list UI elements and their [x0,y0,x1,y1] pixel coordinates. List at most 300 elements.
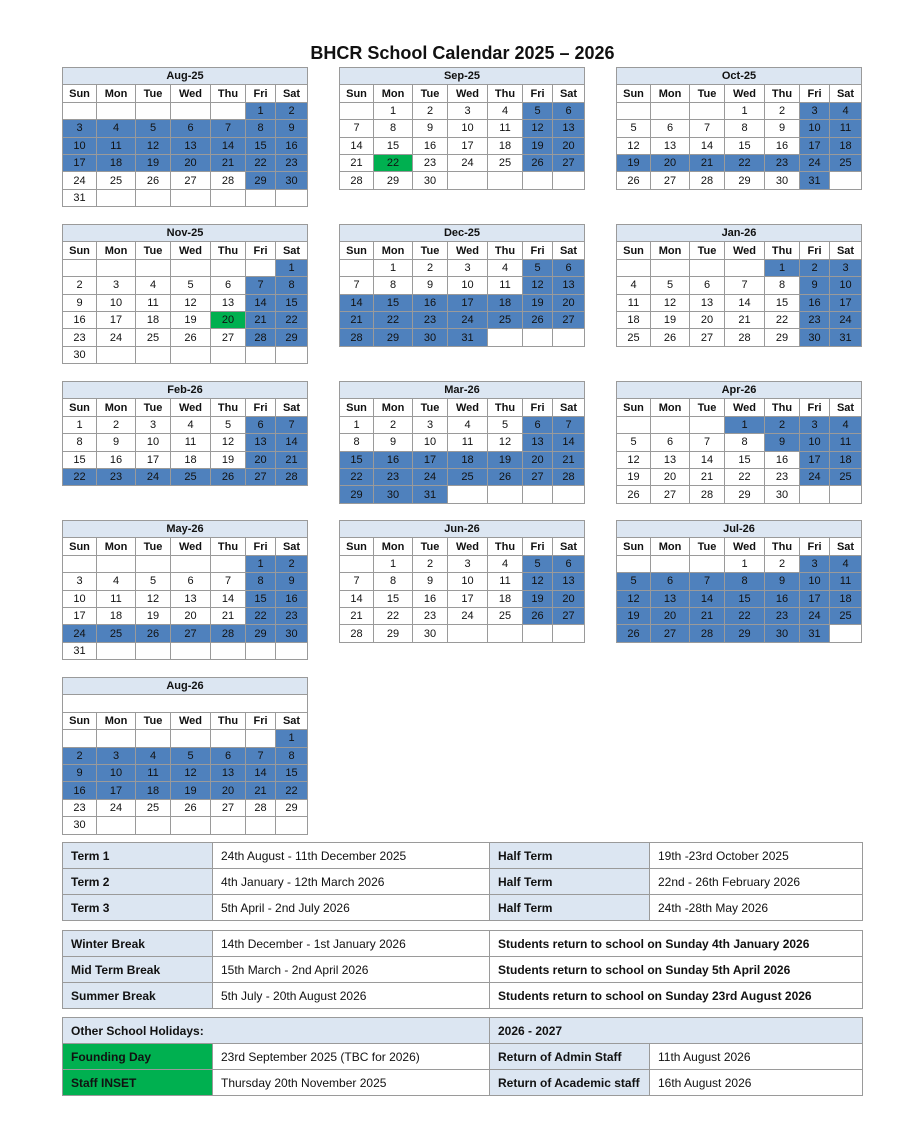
weekday-header: Sat [553,85,585,102]
day-cell: 2 [413,555,448,572]
day-cell: 4 [830,555,862,572]
day-cell: 28 [725,329,765,346]
day-cell: 10 [136,434,171,451]
week-row [63,590,308,607]
weekday-header: Tue [136,85,171,102]
day-cell: 9 [765,573,800,590]
day-cell: 8 [725,120,765,137]
day-cell: 15 [374,590,413,607]
day-cell: 29 [765,329,800,346]
day-cell: 12 [617,137,651,154]
day-cell: 13 [171,137,211,154]
week-row [63,329,308,346]
empty-cell [211,642,246,659]
day-cell: 3 [136,416,171,433]
day-cell: 18 [97,607,136,624]
week-row [340,451,585,468]
week-row [63,451,308,468]
week-row [63,120,308,137]
day-cell: 9 [413,277,448,294]
weekday-header: Sun [617,242,651,259]
empty-cell [448,172,488,189]
weekday-header: Mon [651,538,690,555]
day-cell: 15 [276,294,308,311]
weekday-header: Wed [448,242,488,259]
day-cell: 27 [690,329,725,346]
week-row [617,154,862,171]
month-title: Mar-26 [340,382,585,399]
week-row [340,277,585,294]
day-cell: 11 [97,590,136,607]
week-row [340,259,585,276]
empty-cell [211,102,246,119]
empty-cell [448,486,488,503]
holiday-dates: Thursday 20th November 2025 [213,1070,490,1096]
week-row [340,137,585,154]
day-cell: 12 [523,277,553,294]
day-cell: 25 [830,468,862,485]
day-cell: 16 [413,294,448,311]
day-cell: 19 [523,137,553,154]
day-cell: 27 [651,172,690,189]
break-dates: 15th March - 2nd April 2026 [213,957,490,983]
day-cell: 27 [246,468,276,485]
day-cell: 19 [617,468,651,485]
week-row [617,329,862,346]
day-cell: 11 [136,764,171,781]
day-cell: 16 [765,590,800,607]
weekday-header: Sat [276,399,308,416]
day-cell: 24 [413,468,448,485]
day-cell: 21 [246,782,276,799]
week-row [63,189,308,206]
week-row [340,555,585,572]
day-cell: 22 [725,607,765,624]
term-label: Term 3 [63,895,213,921]
day-cell: 12 [488,434,523,451]
weekday-header: Sat [553,399,585,416]
other-holidays-heading: Other School Holidays: [63,1018,490,1044]
day-cell: 25 [97,625,136,642]
day-cell: 9 [765,120,800,137]
day-cell: 7 [246,747,276,764]
day-cell: 5 [617,120,651,137]
day-cell: 20 [690,311,725,328]
weekday-header: Wed [448,399,488,416]
day-cell: 17 [800,590,830,607]
half-term-label: Half Term [490,869,650,895]
week-row [63,259,308,276]
weekday-header: Tue [690,85,725,102]
day-cell: 12 [136,137,171,154]
weekday-header: Mon [97,85,136,102]
weekday-header: Tue [136,712,171,729]
day-cell: 24 [800,468,830,485]
day-cell: 4 [448,416,488,433]
day-cell: 31 [800,172,830,189]
day-cell: 14 [211,137,246,154]
empty-cell [690,102,725,119]
day-cell: 11 [136,294,171,311]
other-holidays-table [62,1017,863,1096]
day-cell: 6 [211,747,246,764]
day-cell: 6 [553,259,585,276]
week-row [63,416,308,433]
day-cell: 7 [690,573,725,590]
week-row [63,730,308,747]
week-row [617,555,862,572]
month-title: Jul-26 [617,521,862,538]
weekday-header: Sat [276,85,308,102]
empty-cell [136,102,171,119]
day-cell: 20 [651,607,690,624]
month-calendar [339,381,585,504]
day-cell: 7 [725,277,765,294]
weekday-header: Sun [63,85,97,102]
day-cell: 19 [136,607,171,624]
day-cell: 18 [488,294,523,311]
day-cell: 20 [553,294,585,311]
day-cell: 12 [171,294,211,311]
day-cell: 18 [830,451,862,468]
weekday-header: Sun [340,399,374,416]
weekday-header: Wed [725,85,765,102]
weekday-header: Thu [765,242,800,259]
day-cell: 20 [171,607,211,624]
week-row [617,277,862,294]
day-cell: 26 [136,625,171,642]
day-cell: 23 [765,468,800,485]
weekday-header: Tue [690,242,725,259]
day-cell: 4 [136,747,171,764]
week-row [63,747,308,764]
day-cell: 14 [246,764,276,781]
empty-cell [171,259,211,276]
week-row [63,468,308,485]
day-cell: 14 [276,434,308,451]
weekday-header: Thu [488,399,523,416]
day-cell: 15 [276,764,308,781]
day-cell: 1 [63,416,97,433]
weekday-header: Mon [651,242,690,259]
day-cell: 9 [63,764,97,781]
day-cell: 31 [448,329,488,346]
day-cell: 20 [651,468,690,485]
weekday-header: Sat [553,242,585,259]
week-row [340,154,585,171]
day-cell: 17 [97,782,136,799]
week-row [340,120,585,137]
day-cell: 26 [523,607,553,624]
day-cell: 11 [488,573,523,590]
day-cell: 14 [246,294,276,311]
day-cell: 19 [171,311,211,328]
day-cell: 11 [97,137,136,154]
weekday-header: Sat [830,85,862,102]
empty-cell [136,346,171,363]
holiday-label: Founding Day [63,1044,213,1070]
weekday-header: Mon [651,399,690,416]
week-row [63,642,308,659]
day-cell: 12 [617,590,651,607]
day-cell: 21 [276,451,308,468]
day-cell: 30 [765,172,800,189]
weekday-header: Mon [374,399,413,416]
other-row [63,1044,863,1070]
day-cell: 30 [765,486,800,503]
day-cell: 10 [800,120,830,137]
empty-cell [136,189,171,206]
weekday-header: Wed [448,85,488,102]
week-row [617,259,862,276]
term-label: Term 1 [63,843,213,869]
empty-cell [97,730,136,747]
day-cell: 17 [136,451,171,468]
day-cell: 3 [448,555,488,572]
day-cell: 15 [765,294,800,311]
day-cell: 10 [63,137,97,154]
empty-cell [830,172,862,189]
day-cell: 13 [171,590,211,607]
week-row [340,607,585,624]
weekday-header: Sun [340,538,374,555]
day-cell: 24 [448,311,488,328]
week-row [63,294,308,311]
empty-cell [171,555,211,572]
half-term-dates: 19th -23rd October 2025 [650,843,863,869]
empty-cell [276,346,308,363]
month-calendar [616,67,862,190]
week-row [617,468,862,485]
day-cell: 8 [765,277,800,294]
half-term-label: Half Term [490,843,650,869]
day-cell: 7 [340,120,374,137]
empty-cell [340,102,374,119]
day-cell: 22 [63,468,97,485]
empty-cell [97,189,136,206]
weekday-header: Tue [413,85,448,102]
weekday-header: Tue [413,242,448,259]
day-cell: 23 [276,607,308,624]
month-title: Jan-26 [617,225,862,242]
weekday-header: Mon [97,242,136,259]
holiday-label: Staff INSET [63,1070,213,1096]
day-cell: 24 [800,154,830,171]
day-cell: 19 [488,451,523,468]
weekday-header: Fri [800,399,830,416]
week-row [617,102,862,119]
break-label: Summer Break [63,983,213,1009]
break-label: Winter Break [63,931,213,957]
day-cell: 27 [171,625,211,642]
weekday-header: Tue [690,399,725,416]
term-row [63,869,863,895]
day-cell: 26 [488,468,523,485]
week-row [617,434,862,451]
day-cell: 10 [448,120,488,137]
weekday-header: Sat [276,242,308,259]
empty-cell [63,730,97,747]
day-cell: 13 [246,434,276,451]
day-cell: 22 [725,154,765,171]
day-cell: 31 [830,329,862,346]
term-dates: 5th April - 2nd July 2026 [213,895,490,921]
day-cell: 4 [97,120,136,137]
break-dates: 14th December - 1st January 2026 [213,931,490,957]
day-cell: 22 [340,468,374,485]
empty-cell [136,259,171,276]
day-cell: 24 [97,329,136,346]
day-cell: 10 [97,294,136,311]
empty-cell [211,189,246,206]
day-cell: 8 [276,277,308,294]
day-cell: 22 [246,607,276,624]
week-row [63,102,308,119]
day-cell: 22 [725,468,765,485]
day-cell: 17 [448,294,488,311]
empty-cell [63,555,97,572]
day-cell: 26 [617,172,651,189]
empty-cell [523,625,553,642]
day-cell: 1 [340,416,374,433]
day-cell: 30 [63,346,97,363]
day-cell: 8 [246,120,276,137]
day-cell: 10 [97,764,136,781]
day-cell: 26 [171,799,211,816]
day-cell: 24 [448,154,488,171]
weekday-header: Sun [63,399,97,416]
day-cell: 26 [523,154,553,171]
weekday-header: Thu [765,538,800,555]
weekday-header: Sat [553,538,585,555]
weekday-header: Sun [617,399,651,416]
day-cell: 27 [523,468,553,485]
day-cell: 9 [97,434,136,451]
week-row [63,625,308,642]
weekday-header: Thu [211,399,246,416]
day-cell: 13 [523,434,553,451]
day-cell: 9 [800,277,830,294]
weekday-header: Tue [413,538,448,555]
day-cell: 19 [523,294,553,311]
empty-cell [97,102,136,119]
empty-cell [800,486,830,503]
empty-cell [523,486,553,503]
day-cell: 13 [211,294,246,311]
week-row [617,451,862,468]
term-row [63,895,863,921]
empty-cell [97,259,136,276]
breaks-table [62,930,863,1009]
empty-cell [553,172,585,189]
week-row [340,625,585,642]
month-title: Sep-25 [340,68,585,85]
empty-cell [136,817,171,834]
day-cell: 18 [488,590,523,607]
day-cell: 28 [690,625,725,642]
day-cell: 12 [617,451,651,468]
day-cell: 5 [488,416,523,433]
weekday-header: Fri [246,85,276,102]
day-cell: 19 [651,311,690,328]
return-note: Students return to school on Sunday 5th April 2026 [490,957,863,983]
day-cell: 4 [488,555,523,572]
day-cell: 19 [617,607,651,624]
day-cell: 22 [374,607,413,624]
term-dates: 4th January - 12th March 2026 [213,869,490,895]
day-cell: 14 [211,590,246,607]
other-row [63,1070,863,1096]
week-row [617,172,862,189]
weekday-header: Sun [617,85,651,102]
day-cell: 28 [690,172,725,189]
day-cell: 21 [340,607,374,624]
day-cell: 14 [690,590,725,607]
day-cell: 25 [136,329,171,346]
week-row [340,434,585,451]
weekday-header: Mon [374,242,413,259]
day-cell: 3 [448,259,488,276]
day-cell: 1 [725,555,765,572]
day-cell: 24 [63,172,97,189]
day-cell: 4 [488,259,523,276]
day-cell: 24 [136,468,171,485]
empty-cell [523,329,553,346]
staff-return-label: Return of Academic staff [490,1070,650,1096]
day-cell: 27 [553,607,585,624]
weekday-header: Fri [246,538,276,555]
day-cell: 26 [523,311,553,328]
day-cell: 24 [448,607,488,624]
empty-cell [211,555,246,572]
day-cell: 30 [63,817,97,834]
day-cell: 22 [374,311,413,328]
empty-cell [617,259,651,276]
weekday-header: Fri [800,242,830,259]
week-row [617,625,862,642]
day-cell: 17 [63,607,97,624]
empty-cell [340,555,374,572]
day-cell: 29 [276,799,308,816]
day-cell: 25 [97,172,136,189]
day-cell: 26 [211,468,246,485]
day-cell: 30 [276,172,308,189]
empty-cell [211,730,246,747]
day-cell: 24 [800,607,830,624]
weekday-header: Fri [523,242,553,259]
week-row [63,817,308,834]
day-cell: 9 [276,120,308,137]
day-cell: 6 [171,120,211,137]
week-row [340,294,585,311]
day-cell: 10 [448,277,488,294]
month-title: Aug-26 [63,678,308,695]
month-title: Jun-26 [340,521,585,538]
month-title: Feb-26 [63,382,308,399]
month-title: Aug-25 [63,68,308,85]
empty-cell [211,259,246,276]
weekday-header: Tue [136,538,171,555]
week-row [617,294,862,311]
weekday-header: Fri [246,399,276,416]
day-cell: 25 [171,468,211,485]
day-cell: 27 [553,311,585,328]
day-cell: 1 [276,730,308,747]
day-cell: 3 [830,259,862,276]
week-row [340,102,585,119]
term-label: Term 2 [63,869,213,895]
day-cell: 29 [374,172,413,189]
